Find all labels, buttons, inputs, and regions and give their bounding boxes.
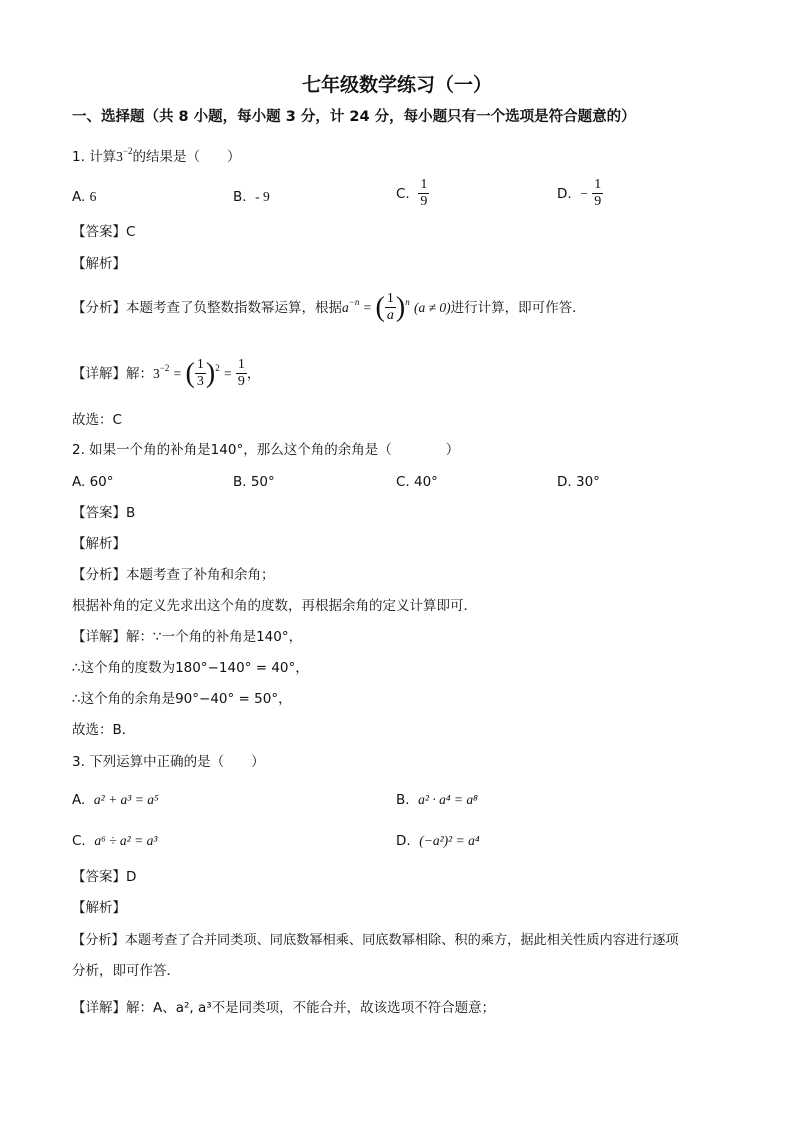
q3-jiexi-label: 【解析】 <box>72 900 126 916</box>
q3-stem: 3. 下列运算中正确的是（ ） <box>72 754 265 770</box>
q3-option-a-expr: a² + a³ = a⁵ <box>93 792 159 807</box>
q1-option-d <box>557 178 603 210</box>
q2-detail-1: 【详解】解：∵一个角的补角是140°， <box>72 629 303 645</box>
q3-option-a-label: A. <box>72 792 86 808</box>
q1-analysis-cond: (a ≠ 0) <box>414 299 451 315</box>
q3-option-c <box>72 834 157 849</box>
q3-analysis: 【分析】本题考查了合并同类项、同底数幂相乘、同底数幂相除、积的乘方，据此相关性质内容进行逐项 <box>72 933 679 948</box>
q1-detail-exp: −2 <box>159 362 170 373</box>
q1-option-c-num: 1 <box>420 177 428 192</box>
q2-choose: 故选：B． <box>72 722 136 738</box>
q1-detail-lparen: ( <box>185 357 195 389</box>
q1-stem <box>72 146 241 165</box>
q1-option-c-den: 9 <box>420 193 428 209</box>
q1-option-b-value: - 9 <box>255 189 270 204</box>
q1-analysis-pow: n <box>405 296 410 307</box>
q2-answer: 【答案】B <box>72 505 136 521</box>
q1-option-d-fraction <box>592 178 603 210</box>
q1-option-a <box>72 190 96 205</box>
q1-analysis <box>72 292 586 324</box>
q1-detail-rparen: ) <box>205 357 216 389</box>
q1-option-d-num: 1 <box>594 177 602 192</box>
q3-option-d-label: D. <box>396 833 411 849</box>
q3-option-c-label: C. <box>72 833 86 849</box>
page-title: 七年级数学练习（一） <box>301 74 492 96</box>
q1-jiexi-label: 【解析】 <box>72 256 126 272</box>
q1-option-c <box>396 178 429 210</box>
q2-analysis-2: 根据补角的定义先求出这个角的度数，再根据余角的定义计算即可． <box>72 598 477 614</box>
q1-detail-den2: 9 <box>237 373 245 389</box>
q1-analysis-suffix: 进行计算，即可作答． <box>450 299 586 316</box>
q3-option-d <box>396 834 480 849</box>
q2-option-b: B. 50° <box>233 474 275 490</box>
q1-stem-base: 3 <box>116 149 123 164</box>
q1-detail-base: 3 <box>153 365 160 381</box>
q1-analysis-var: a <box>342 299 349 315</box>
q1-option-c-fraction <box>418 178 429 210</box>
q1-detail-fraction2 <box>236 358 247 390</box>
q1-detail-num2: 1 <box>237 357 245 372</box>
q1-detail-num1: 1 <box>196 357 204 372</box>
q2-detail-3: ∴这个角的余角是90°−40° = 50°， <box>72 691 292 707</box>
q1-detail-pow: 2 <box>215 362 220 373</box>
q1-option-d-sign: − <box>580 185 588 201</box>
q1-option-d-label: D. <box>557 185 572 202</box>
q3-option-b-label: B. <box>396 792 410 808</box>
q1-option-b <box>233 190 270 205</box>
q1-analysis-lparen: ( <box>375 291 385 323</box>
q1-option-a-label: A. <box>72 189 86 205</box>
q1-option-d-den: 9 <box>594 193 602 209</box>
q1-analysis-rparen: ) <box>395 291 406 323</box>
q1-analysis-num: 1 <box>386 291 394 306</box>
q1-option-a-value: 6 <box>89 189 97 204</box>
q2-option-d: D. 30° <box>557 474 600 490</box>
q1-answer: 【答案】C <box>72 224 136 240</box>
q3-option-d-expr: (−a²)² = a⁴ <box>419 833 480 848</box>
q1-detail-suffix: ， <box>246 365 261 382</box>
q3-option-a <box>72 793 159 808</box>
q1-detail <box>72 358 260 390</box>
q1-detail-den1: 3 <box>196 373 204 389</box>
q3-option-b <box>396 793 478 808</box>
q1-analysis-fraction <box>385 292 396 324</box>
q1-option-c-label: C. <box>396 185 410 202</box>
q2-option-a: A. 60° <box>72 474 114 490</box>
q1-analysis-exp: −n <box>348 296 360 307</box>
q1-stem-suffix: 的结果是（ ） <box>132 149 241 165</box>
q1-stem-prefix: 1. 计算 <box>72 149 117 165</box>
q1-detail-fraction1 <box>195 358 206 390</box>
q3-option-b-expr: a² · a⁴ = a⁸ <box>418 792 478 807</box>
q2-option-c: C. 40° <box>396 474 438 490</box>
q2-stem: 2. 如果一个角的补角是140°，那么这个角的余角是（ ） <box>72 442 460 458</box>
q1-option-b-label: B. <box>233 189 247 205</box>
q1-analysis-prefix: 【分析】本题考查了负整数指数幂运算，根据 <box>72 299 342 316</box>
q3-option-c-expr: a⁶ ÷ a² = a³ <box>94 833 158 848</box>
q3-answer: 【答案】D <box>72 869 137 885</box>
q1-analysis-den: a <box>386 307 394 323</box>
q1-choose: 故选：C <box>72 412 122 428</box>
q1-detail-prefix: 【详解】解： <box>72 365 153 382</box>
q1-stem-exp: −2 <box>122 146 133 156</box>
q1-detail-eq1: = <box>173 365 182 381</box>
q3-analysis-2: 分析，即可作答． <box>72 963 180 979</box>
q3-detail: 【详解】解：A、a², a³不是同类项，不能合并，故该选项不符合题意； <box>72 1000 496 1016</box>
q2-detail-2: ∴这个角的度数为180°−140° = 40°， <box>72 660 309 676</box>
section-heading: 一、选择题（共 8 小题，每小题 3 分，计 24 分，每小题只有一个选项是符合题意的） <box>72 109 636 125</box>
q1-analysis-eq: = <box>363 299 372 315</box>
q1-detail-eq2: = <box>224 365 232 381</box>
q2-jiexi-label: 【解析】 <box>72 536 126 552</box>
q2-analysis: 【分析】本题考查了补角和余角； <box>72 567 275 583</box>
